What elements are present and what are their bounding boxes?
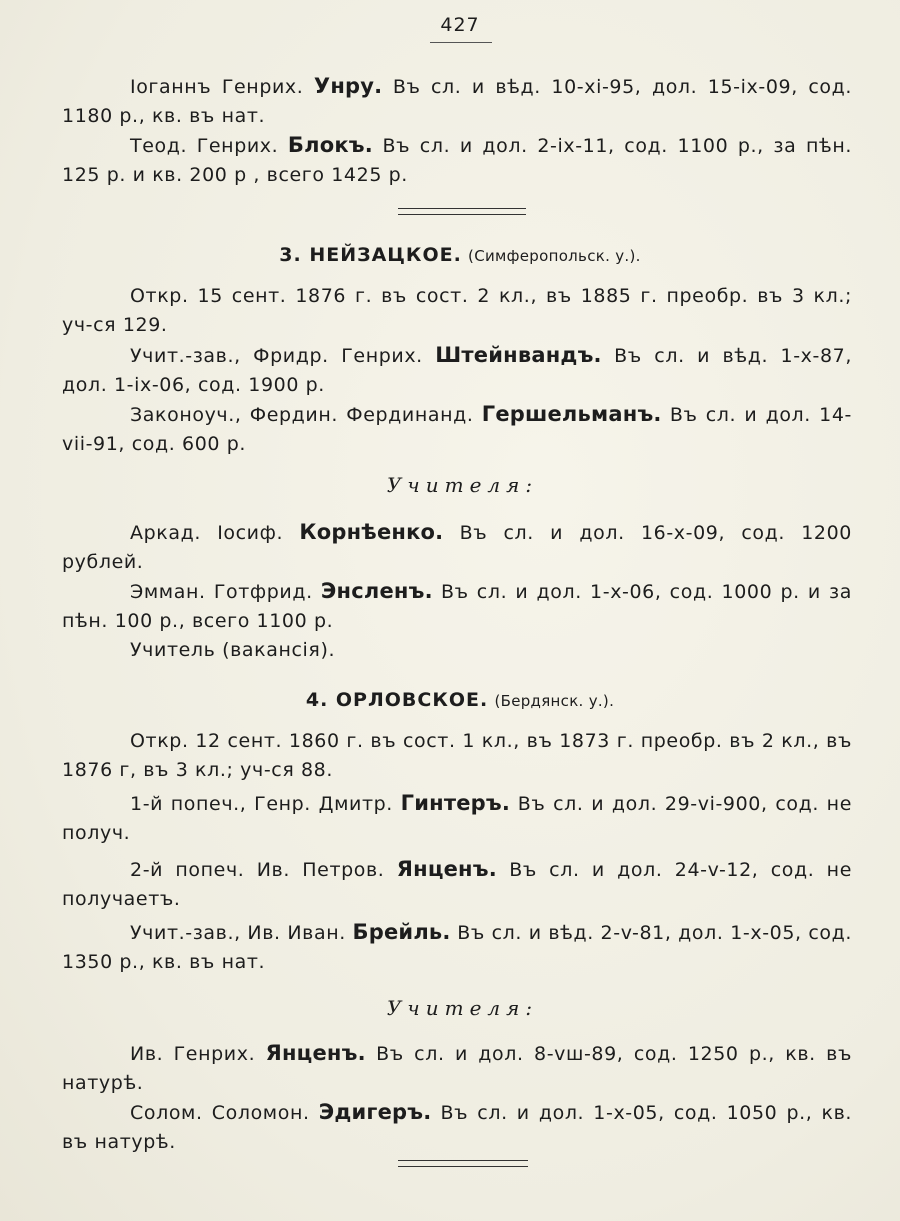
surname: Унру. xyxy=(313,74,383,98)
vacancy-line: Учитель (вакансія). xyxy=(130,639,336,661)
surname: Гершельманъ. xyxy=(481,402,662,426)
surname: Эдигеръ. xyxy=(318,1100,432,1124)
section-4-heading: 4. ОРЛОВСКОЕ. (Бердянск. у.). xyxy=(305,689,615,711)
surname: Янценъ. xyxy=(265,1041,366,1065)
surname: Гинтеръ. xyxy=(400,791,511,815)
surname: Энсленъ. xyxy=(320,579,433,603)
teachers-subheading-3: Учителя: xyxy=(386,473,539,497)
teachers-subheading-4: Учителя: xyxy=(386,996,539,1020)
section-3-heading: 3. НЕЙЗАЦКОЕ. (Симферопольск. у.). xyxy=(279,244,641,266)
entry-ediger: Солом. Соломон. Эдигеръ. Въ сл. и дол. 1-х-05, сод. 1050 р., кв. въ натурѣ. xyxy=(62,1100,853,1153)
page-number: 427 xyxy=(440,14,480,36)
surname: Штейнвандъ. xyxy=(435,343,602,367)
surname: Корнѣенко. xyxy=(299,520,444,544)
entry-yantsen-2: Ив. Генрих. Янценъ. Въ сл. и дол. 8-vш-89, сод. 1250 р., кв. въ натурѣ. xyxy=(62,1041,852,1094)
surname: Блокъ. xyxy=(287,133,373,157)
surname: Брейль. xyxy=(352,920,451,944)
section-divider xyxy=(398,208,526,215)
entry-blok: Теод. Генрих. Блокъ. Въ сл. и дол. 2-іх-11, сод. 1100 р., за пѣн. 125 р. и кв. 200 р , всего 1425 р. xyxy=(62,133,853,186)
entry-korneenko: Аркад. Іосиф. Корнѣенко. Въ сл. и дол. 16-х-09, сод. 1200 рублей. xyxy=(62,520,852,573)
entry-enslen: Эмман. Готфрид. Энсленъ. Въ сл. и дол. 1-х-06, сод. 1000 р. и за пѣн. 100 р., всего 1100 р. xyxy=(62,579,852,632)
entry-breil: Учит.-зав., Ив. Иван. Брейль. Въ сл. и вѣд. 2-v-81, дол. 1-х-05, сод. 1350 р., кв. въ нат. xyxy=(62,920,852,973)
entry-ginter: 1-й попеч., Генр. Дмитр. Гинтеръ. Въ сл. и дол. 29-vі-900, сод. не получ. xyxy=(62,791,852,844)
entry-shteinvand: Учит.-зав., Фридр. Генрих. Штейнвандъ. Въ сл. и вѣд. 1-х-87, дол. 1-іх-06, сод. 1900 р. xyxy=(62,343,852,396)
section-3-opened: Откр. 15 сент. 1876 г. въ сост. 2 кл., въ 1885 г. преобр. въ 3 кл.; уч-ся 129. xyxy=(62,285,852,336)
entry-gershelman: Законоуч., Фердин. Фердинанд. Гершельманъ. Въ сл. и дол. 14-vіі-91, сод. 600 р. xyxy=(62,402,852,455)
entry-unru: Іоганнъ Генрих. Унру. Въ сл. и вѣд. 10-хі-95, дол. 15-іх-09, сод. 1180 р., кв. въ нат. xyxy=(62,74,852,127)
surname: Янценъ. xyxy=(396,857,497,881)
page-number-underline xyxy=(430,42,492,43)
section-4-opened: Откр. 12 сент. 1860 г. въ сост. 1 кл., въ 1873 г. преобр. въ 2 кл., въ 1876 г, въ 3 кл.; уч-ся 88. xyxy=(62,730,852,781)
bottom-divider xyxy=(398,1160,528,1167)
entry-yantsen-1: 2-й попеч. Ив. Петров. Янценъ. Въ сл. и дол. 24-v-12, сод. не получаетъ. xyxy=(62,857,852,910)
